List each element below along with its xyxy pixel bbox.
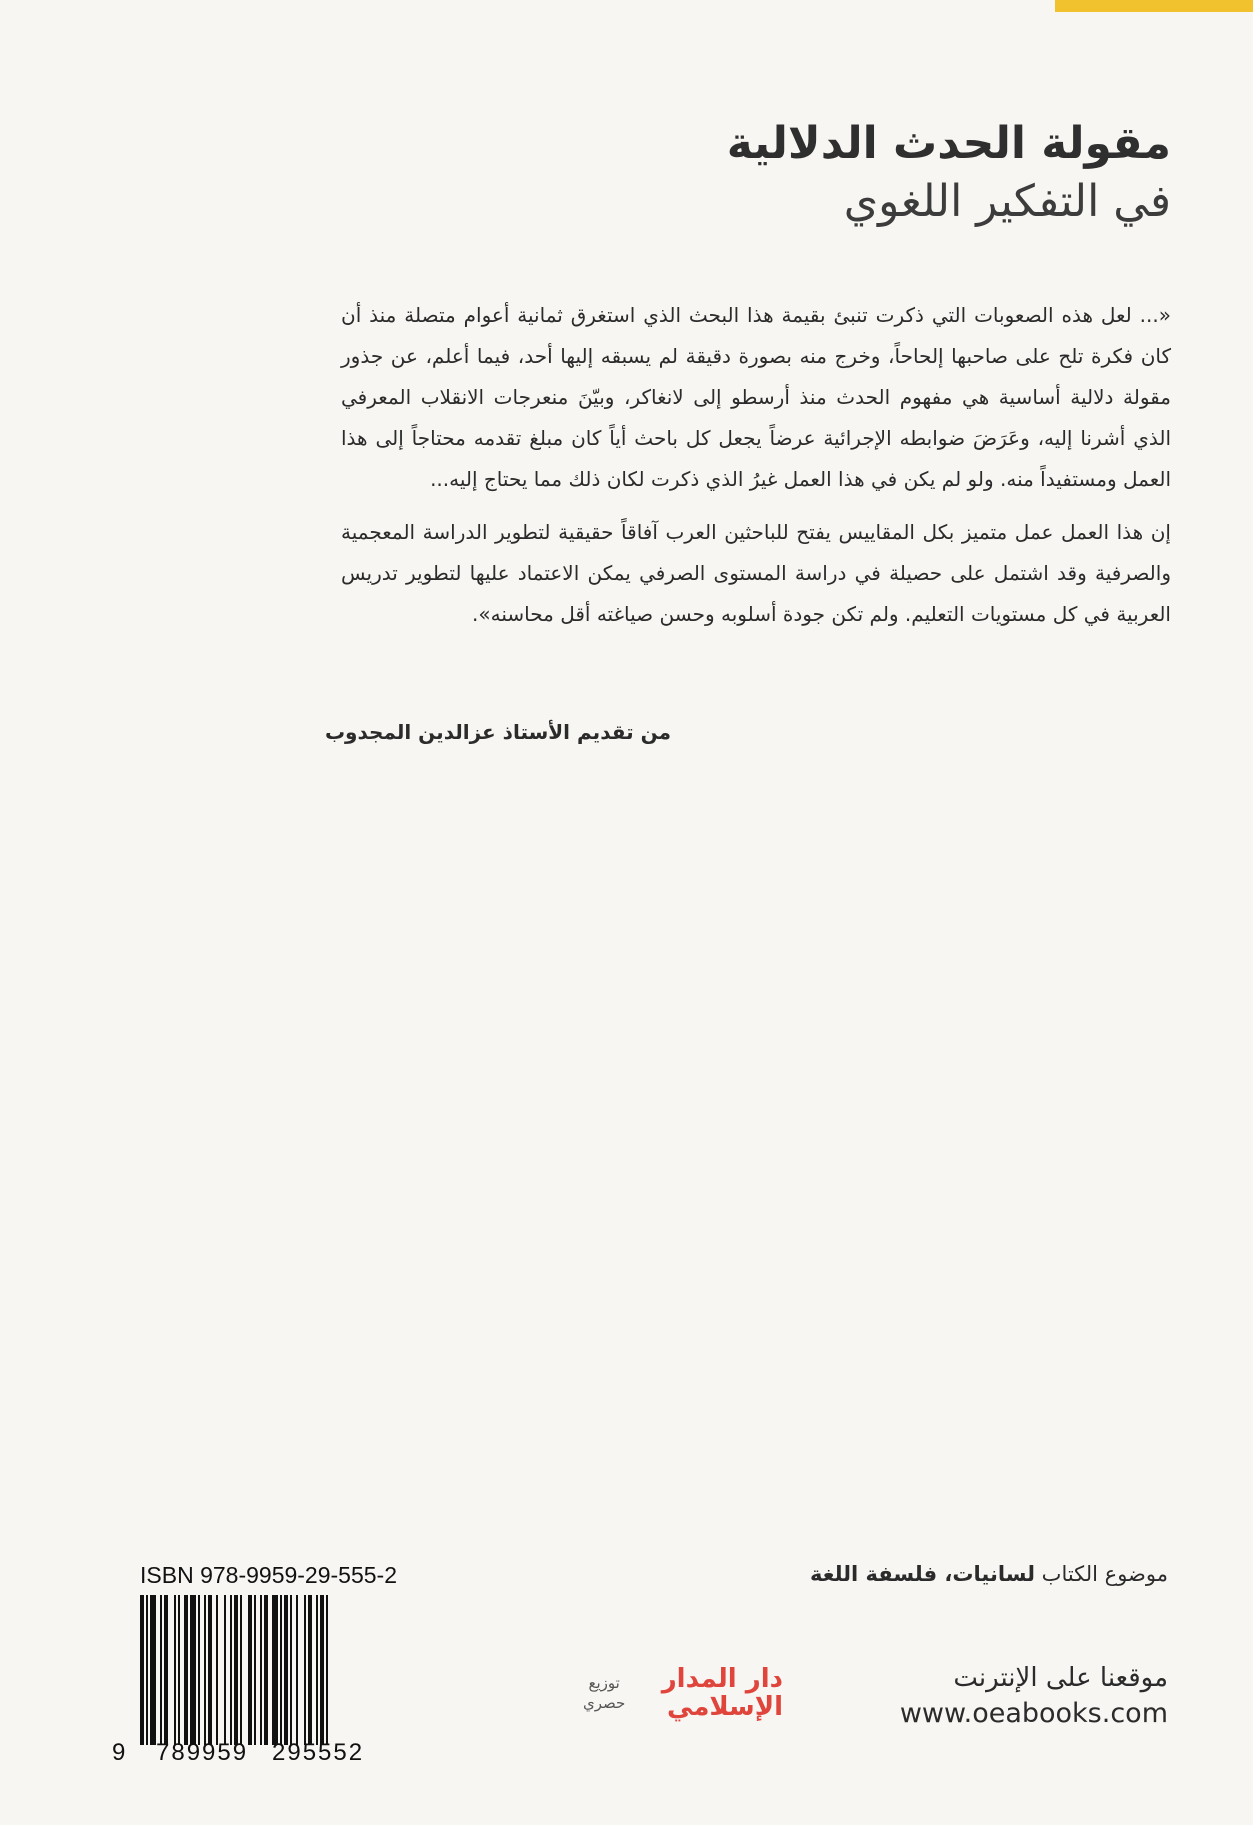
- subject-label: موضوع الكتاب: [1041, 1562, 1168, 1586]
- publisher-logo: [583, 1665, 783, 1725]
- website-url[interactable]: www.oeabooks.com: [899, 1698, 1168, 1729]
- distribution-line-2: حصري: [583, 1694, 626, 1712]
- barcode-bar: [316, 1595, 318, 1745]
- subject-value: لسانيات، فلسفة اللغة: [810, 1562, 1035, 1586]
- barcode-bar: [204, 1595, 206, 1745]
- barcode-bar: [284, 1595, 288, 1745]
- barcode-bar: [198, 1595, 200, 1745]
- barcode-digit-first: 9: [112, 1739, 126, 1766]
- top-accent-bar: [1055, 0, 1253, 12]
- barcode-bar: [160, 1595, 162, 1745]
- barcode-bar: [208, 1595, 212, 1745]
- barcode-bar: [296, 1595, 298, 1745]
- quote-paragraph-2: إن هذا العمل عمل متميز بكل المقاييس يفتح للباحثين العرب آفاقاً حقيقية لتطوير الدراسة المعجمية والصرفية وقد اشتمل على حصيلة في دراسة المستوى الصرفي يمكن الاعتماد عليها لتطوير تدريس العربية في كل مستويات التعليم. ولم تكن جودة أسلوبه وحسن صياغته أقل محاسنه».: [341, 520, 1171, 626]
- barcode-bar: [216, 1595, 218, 1745]
- barcode-bar: [320, 1595, 324, 1745]
- barcode-bar: [304, 1595, 306, 1745]
- barcode-bar: [248, 1595, 252, 1745]
- barcode-bar: [140, 1595, 144, 1745]
- barcode-bar: [272, 1595, 278, 1745]
- barcode-bar: [190, 1595, 196, 1745]
- book-subject: [668, 1562, 1168, 1586]
- publisher-name-line-1: دار المدار: [661, 1664, 783, 1694]
- book-title: [571, 115, 1171, 231]
- barcode-bar: [184, 1595, 188, 1745]
- publisher-name: [662, 1665, 783, 1721]
- barcode-digits: [112, 1739, 412, 1769]
- barcode-bar: [240, 1595, 242, 1745]
- title-line-1: مقولة الحدث الدلالية: [726, 118, 1171, 169]
- barcode-bar: [326, 1595, 328, 1745]
- website-block: [768, 1660, 1168, 1732]
- distribution-line-1: توزيع: [588, 1674, 620, 1692]
- barcode-bar: [224, 1595, 226, 1745]
- quote-paragraph-1: «... لعل هذه الصعوبات التي ذكرت تنبئ بقيمة هذا البحث الذي استغرق ثمانية أعوام متصلة منذ أن كان فكرة تلح على صاحبها إلحاحاً، وخرج منه بصورة دقيقة لم يسبقه إليها أحد، فيما أعلم، عن جذور مقولة دلالية أساسية هي مفهوم الحدث منذ أرسطو إلى لانغاكر، وبيّنَ منعرجات الانقلاب المعرفي الذي أشرنا إليه، وعَرَضَ ضوابطه الإجرائية عرضاً يجعل كل باحث أياً كان مبلغ تقدمه محتاجاً إلى هذا العمل ومستفيداً منه. ولو لم يكن في هذا العمل غيرُ الذي ذكرت لكان ذلك مما يحتاج إليه...: [341, 303, 1171, 491]
- barcode-bar: [264, 1595, 268, 1745]
- barcode-bar: [308, 1595, 312, 1745]
- barcode-bar: [174, 1595, 176, 1745]
- barcode-digits-right: 295552: [272, 1739, 365, 1766]
- barcode-bar: [230, 1595, 232, 1745]
- barcode-bar: [146, 1595, 148, 1745]
- barcode-bar: [254, 1595, 256, 1745]
- website-label: موقعنا على الإنترنت: [953, 1663, 1168, 1693]
- isbn-barcode-block: [112, 1562, 412, 1769]
- barcode-bar: [234, 1595, 238, 1745]
- barcode-bar: [164, 1595, 168, 1745]
- isbn-label: ISBN 978-9959-29-555-2: [140, 1562, 397, 1588]
- blurb-quote: [341, 295, 1171, 647]
- quote-attribution: من تقديم الأستاذ عزالدين المجدوب: [324, 720, 671, 744]
- barcode-digits-left: 789959: [156, 1739, 249, 1766]
- title-line-2: في التفكير اللغوي: [843, 176, 1171, 227]
- barcode-bar: [150, 1595, 156, 1745]
- barcode-bar: [260, 1595, 262, 1745]
- barcode-bar: [280, 1595, 282, 1745]
- barcode-bar: [178, 1595, 180, 1745]
- distribution-note: [583, 1673, 625, 1713]
- barcode-bar: [290, 1595, 292, 1745]
- publisher-name-line-2: الإسلامي: [667, 1692, 783, 1722]
- barcode-icon: [140, 1595, 404, 1745]
